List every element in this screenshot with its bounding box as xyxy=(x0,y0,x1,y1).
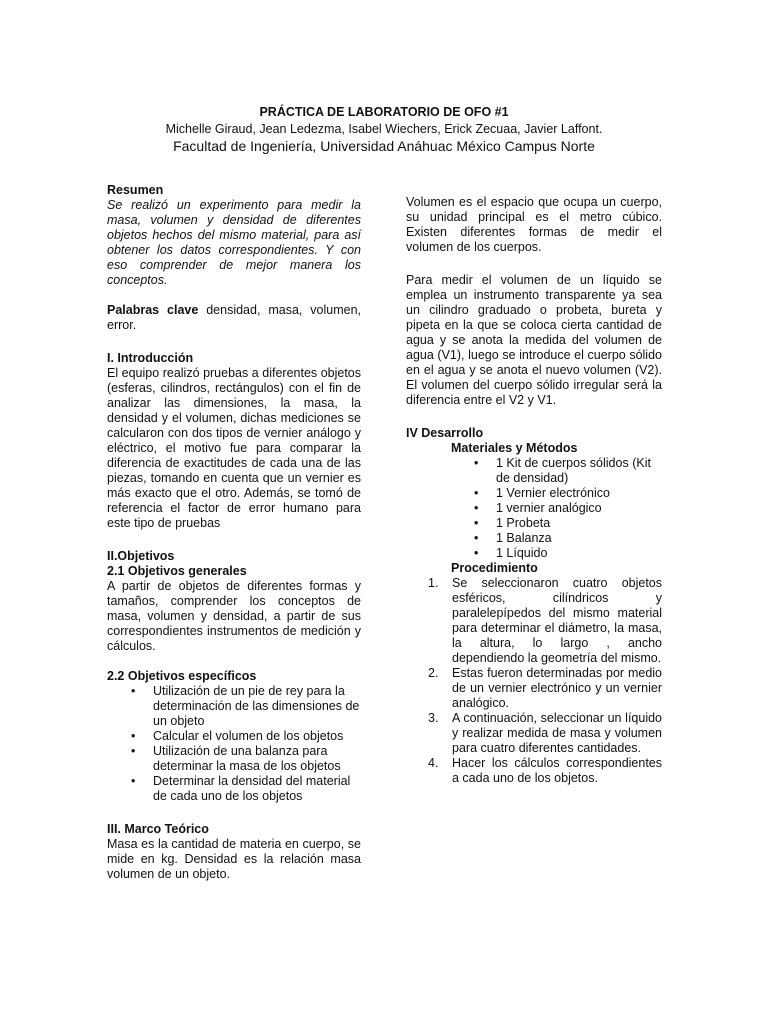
marco-liquido-text: Para medir el volumen de un líquido se emplea un instrumento transparente ya sea un cilindro graduado o probeta, bureta y pipeta en la que se coloca cierta cantidad de agua y se anota la medida del volumen de agua (V1), luego se introduce el cuerpo sólido en el agua y se anota el nuevo volumen (V2). El volumen del cuerpo sólido irregular será la diferencia entre el V2 y V1. xyxy=(406,273,662,407)
left-column xyxy=(107,183,361,882)
keywords-text: densidad, masa, volumen, error. xyxy=(107,303,362,332)
materiales-heading: Materiales y Métodos xyxy=(451,441,578,455)
list-item: • Utilización de una balanza para determinar la masa de los objetos xyxy=(153,744,361,774)
step-number: 2. xyxy=(428,666,439,680)
step-text: Estas fueron determinadas por medio de un vernier electrónico y un vernier analógico. xyxy=(452,666,662,710)
step-text: Hacer los cálculos correspondientes a cada uno de los objetos. xyxy=(452,756,662,785)
objetivos-generales-heading: 2.1 Objetivos generales xyxy=(107,564,247,578)
step-text: Se seleccionaron cuatro objetos esféricos, cilíndricos y paralelepípedos del mismo material para determinar el diámetro, la masa, la altura, lo largo , ancho dependiendo la geometría del mismo. xyxy=(452,576,662,665)
list-item: • 1 Kit de cuerpos sólidos (Kit de densidad) xyxy=(496,456,662,486)
list-item xyxy=(428,756,662,786)
list-item xyxy=(428,711,662,756)
list-item: • 1 Líquido xyxy=(496,546,662,561)
step-number: 4. xyxy=(428,756,439,770)
document-header xyxy=(0,104,768,155)
step-text: A continuación, seleccionar un líquido y realizar medida de masa y volumen para cuatro diferentes cantidades. xyxy=(452,711,662,755)
document-title: PRÁCTICA DE LABORATORIO DE OFO #1 xyxy=(259,105,509,119)
objetivos-especificos-heading: 2.2 Objetivos específicos xyxy=(107,669,257,683)
document-authors: Michelle Giraud, Jean Ledezma, Isabel Wiechers, Erick Zecuaa, Javier Laffont. xyxy=(165,122,603,136)
marco-text: Masa es la cantidad de materia en cuerpo, se mide en kg. Densidad es la relación masa volumen de un objeto. xyxy=(107,837,361,881)
step-number: 3. xyxy=(428,711,439,725)
right-column xyxy=(406,195,662,786)
marco-volumen-text: Volumen es el espacio que ocupa un cuerpo, su unidad principal es el metro cúbico. Existen diferentes formas de medir el volumen de los cuerpos. xyxy=(406,195,662,254)
document-affiliation: Facultad de Ingeniería, Universidad Anáhuac México Campus Norte xyxy=(173,138,595,154)
procedimiento-heading: Procedimiento xyxy=(451,561,538,575)
list-item: • Utilización de un pie de rey para la determinación de las dimensiones de un objeto xyxy=(153,684,361,729)
objetivos-heading: II.Objetivos xyxy=(107,549,175,563)
list-item xyxy=(428,576,662,666)
list-item: • Determinar la densidad del material de cada uno de los objetos xyxy=(153,774,361,804)
resumen-heading: Resumen xyxy=(107,183,164,197)
desarrollo-heading: IV Desarrollo xyxy=(406,426,484,440)
resumen-text: Se realizó un experimento para medir la masa, volumen y densidad de diferentes objetos hechos del mismo material, para así obtener los datos correspondientes. Y con eso comprender de mejor manera los conceptos. xyxy=(107,198,361,287)
objetivos-especificos-list xyxy=(107,684,361,804)
materiales-list xyxy=(406,456,662,561)
list-item: • Calcular el volumen de los objetos xyxy=(153,729,361,744)
list-item xyxy=(428,666,662,711)
list-item: • 1 vernier analógico xyxy=(496,501,662,516)
keywords-label: Palabras clave xyxy=(107,303,199,317)
list-item: • 1 Balanza xyxy=(496,531,662,546)
procedimiento-list xyxy=(406,576,662,786)
intro-text: El equipo realizó pruebas a diferentes objetos (esferas, cilindros, rectángulos) con el fin de analizar las dimensiones, la masa, la densidad y el volumen, dichas mediciones se calcularon con dos tipos de vernier análogo y eléctrico, el motivo fue para comparar la diferencia de exactitudes de cada una de las piezas, tomando en cuenta que un vernier es más exacto que el otro. Además, se tomó de referencia el factor de error humano para este tipo de pruebas xyxy=(107,366,361,530)
objetivos-generales-text: A partir de objetos de diferentes formas y tamaños, comprender los conceptos de masa, volumen y densidad, a partir de sus correspondientes instrumentos de medición y cálculos. xyxy=(107,579,361,653)
marco-heading: III. Marco Teórico xyxy=(107,822,209,836)
step-number: 1. xyxy=(428,576,439,590)
list-item: • 1 Vernier electrónico xyxy=(496,486,662,501)
keywords-paragraph xyxy=(107,303,361,333)
intro-heading: I. Introducción xyxy=(107,351,194,365)
list-item: • 1 Probeta xyxy=(496,516,662,531)
